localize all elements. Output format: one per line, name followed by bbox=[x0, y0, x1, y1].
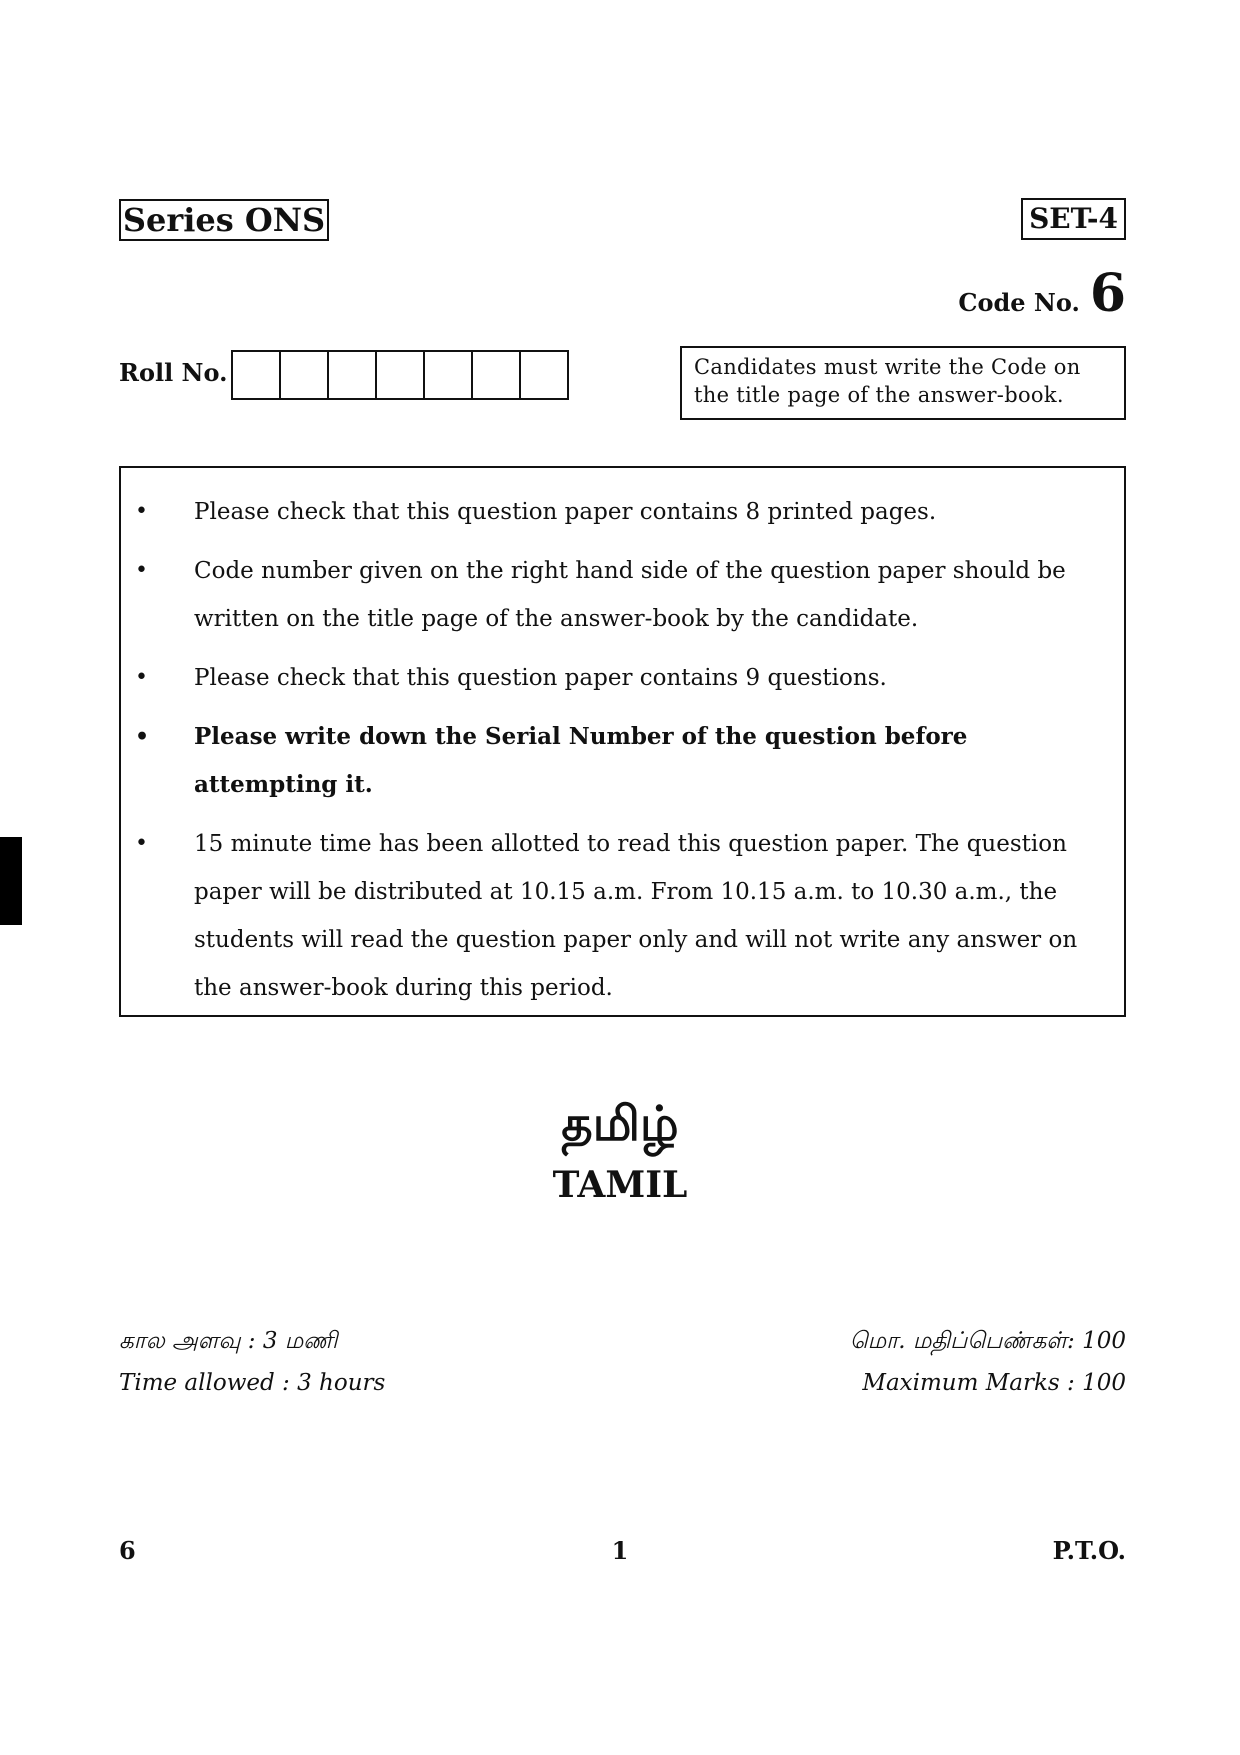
roll-number-box[interactable] bbox=[375, 350, 425, 400]
time-allowed-english: Time allowed : 3 hours bbox=[119, 1370, 386, 1396]
instruction-item bbox=[121, 488, 1110, 536]
series-label: Series ONS bbox=[119, 199, 329, 241]
instruction-text: Code number given on the right hand side of the question paper should be written on the title page of the answer-book by the candidate. bbox=[194, 558, 1066, 632]
instruction-item bbox=[121, 713, 1110, 809]
footer-page-number: 1 bbox=[611, 1536, 629, 1565]
bullet-icon: • bbox=[135, 665, 148, 690]
time-allowed-tamil: கால அளவு : 3 மணி bbox=[119, 1328, 338, 1354]
roll-number-label: Roll No. bbox=[119, 358, 228, 387]
set-label: SET-4 bbox=[1021, 198, 1126, 240]
instruction-item bbox=[121, 654, 1110, 702]
footer-code: 6 bbox=[119, 1536, 136, 1565]
subject-title-english: TAMIL bbox=[552, 1164, 688, 1206]
candidates-note: Candidates must write the Code on the title page of the answer-book. bbox=[680, 346, 1126, 420]
code-number-block bbox=[958, 263, 1126, 324]
instruction-text: Please write down the Serial Number of the question before attempting it. bbox=[194, 723, 968, 798]
bullet-icon: • bbox=[135, 724, 150, 750]
code-number: 6 bbox=[1089, 263, 1126, 324]
roll-number-box[interactable] bbox=[327, 350, 377, 400]
instruction-item bbox=[121, 820, 1110, 1012]
roll-number-box[interactable] bbox=[279, 350, 329, 400]
roll-number-box[interactable] bbox=[423, 350, 473, 400]
roll-number-box[interactable] bbox=[231, 350, 281, 400]
page-edge-mark bbox=[0, 837, 22, 925]
bullet-icon: • bbox=[135, 558, 148, 583]
instructions-box bbox=[119, 466, 1126, 1017]
bullet-icon: • bbox=[135, 499, 148, 524]
roll-number-box[interactable] bbox=[471, 350, 521, 400]
maximum-marks-tamil: மொ. மதிப்பெண்கள்: 100 bbox=[849, 1328, 1126, 1354]
subject-title-tamil: தமிழ் bbox=[561, 1096, 679, 1152]
instruction-text: 15 minute time has been allotted to read this question paper. The question paper will be distributed at 10.15 a.m. From 10.15 a.m. to 10.30 a.m., the students will read the question paper only and will not write any answer on the answer-book during this period. bbox=[194, 831, 1078, 1001]
instruction-text: Please check that this question paper contains 8 printed pages. bbox=[194, 499, 937, 525]
code-label: Code No. bbox=[958, 288, 1080, 317]
bullet-icon: • bbox=[135, 831, 148, 856]
maximum-marks-english: Maximum Marks : 100 bbox=[862, 1370, 1126, 1396]
roll-number-boxes bbox=[231, 350, 567, 400]
roll-number-box[interactable] bbox=[519, 350, 569, 400]
instruction-item bbox=[121, 547, 1110, 643]
instruction-text: Please check that this question paper contains 9 questions. bbox=[194, 665, 887, 691]
footer-pto: P.T.O. bbox=[1052, 1536, 1126, 1565]
